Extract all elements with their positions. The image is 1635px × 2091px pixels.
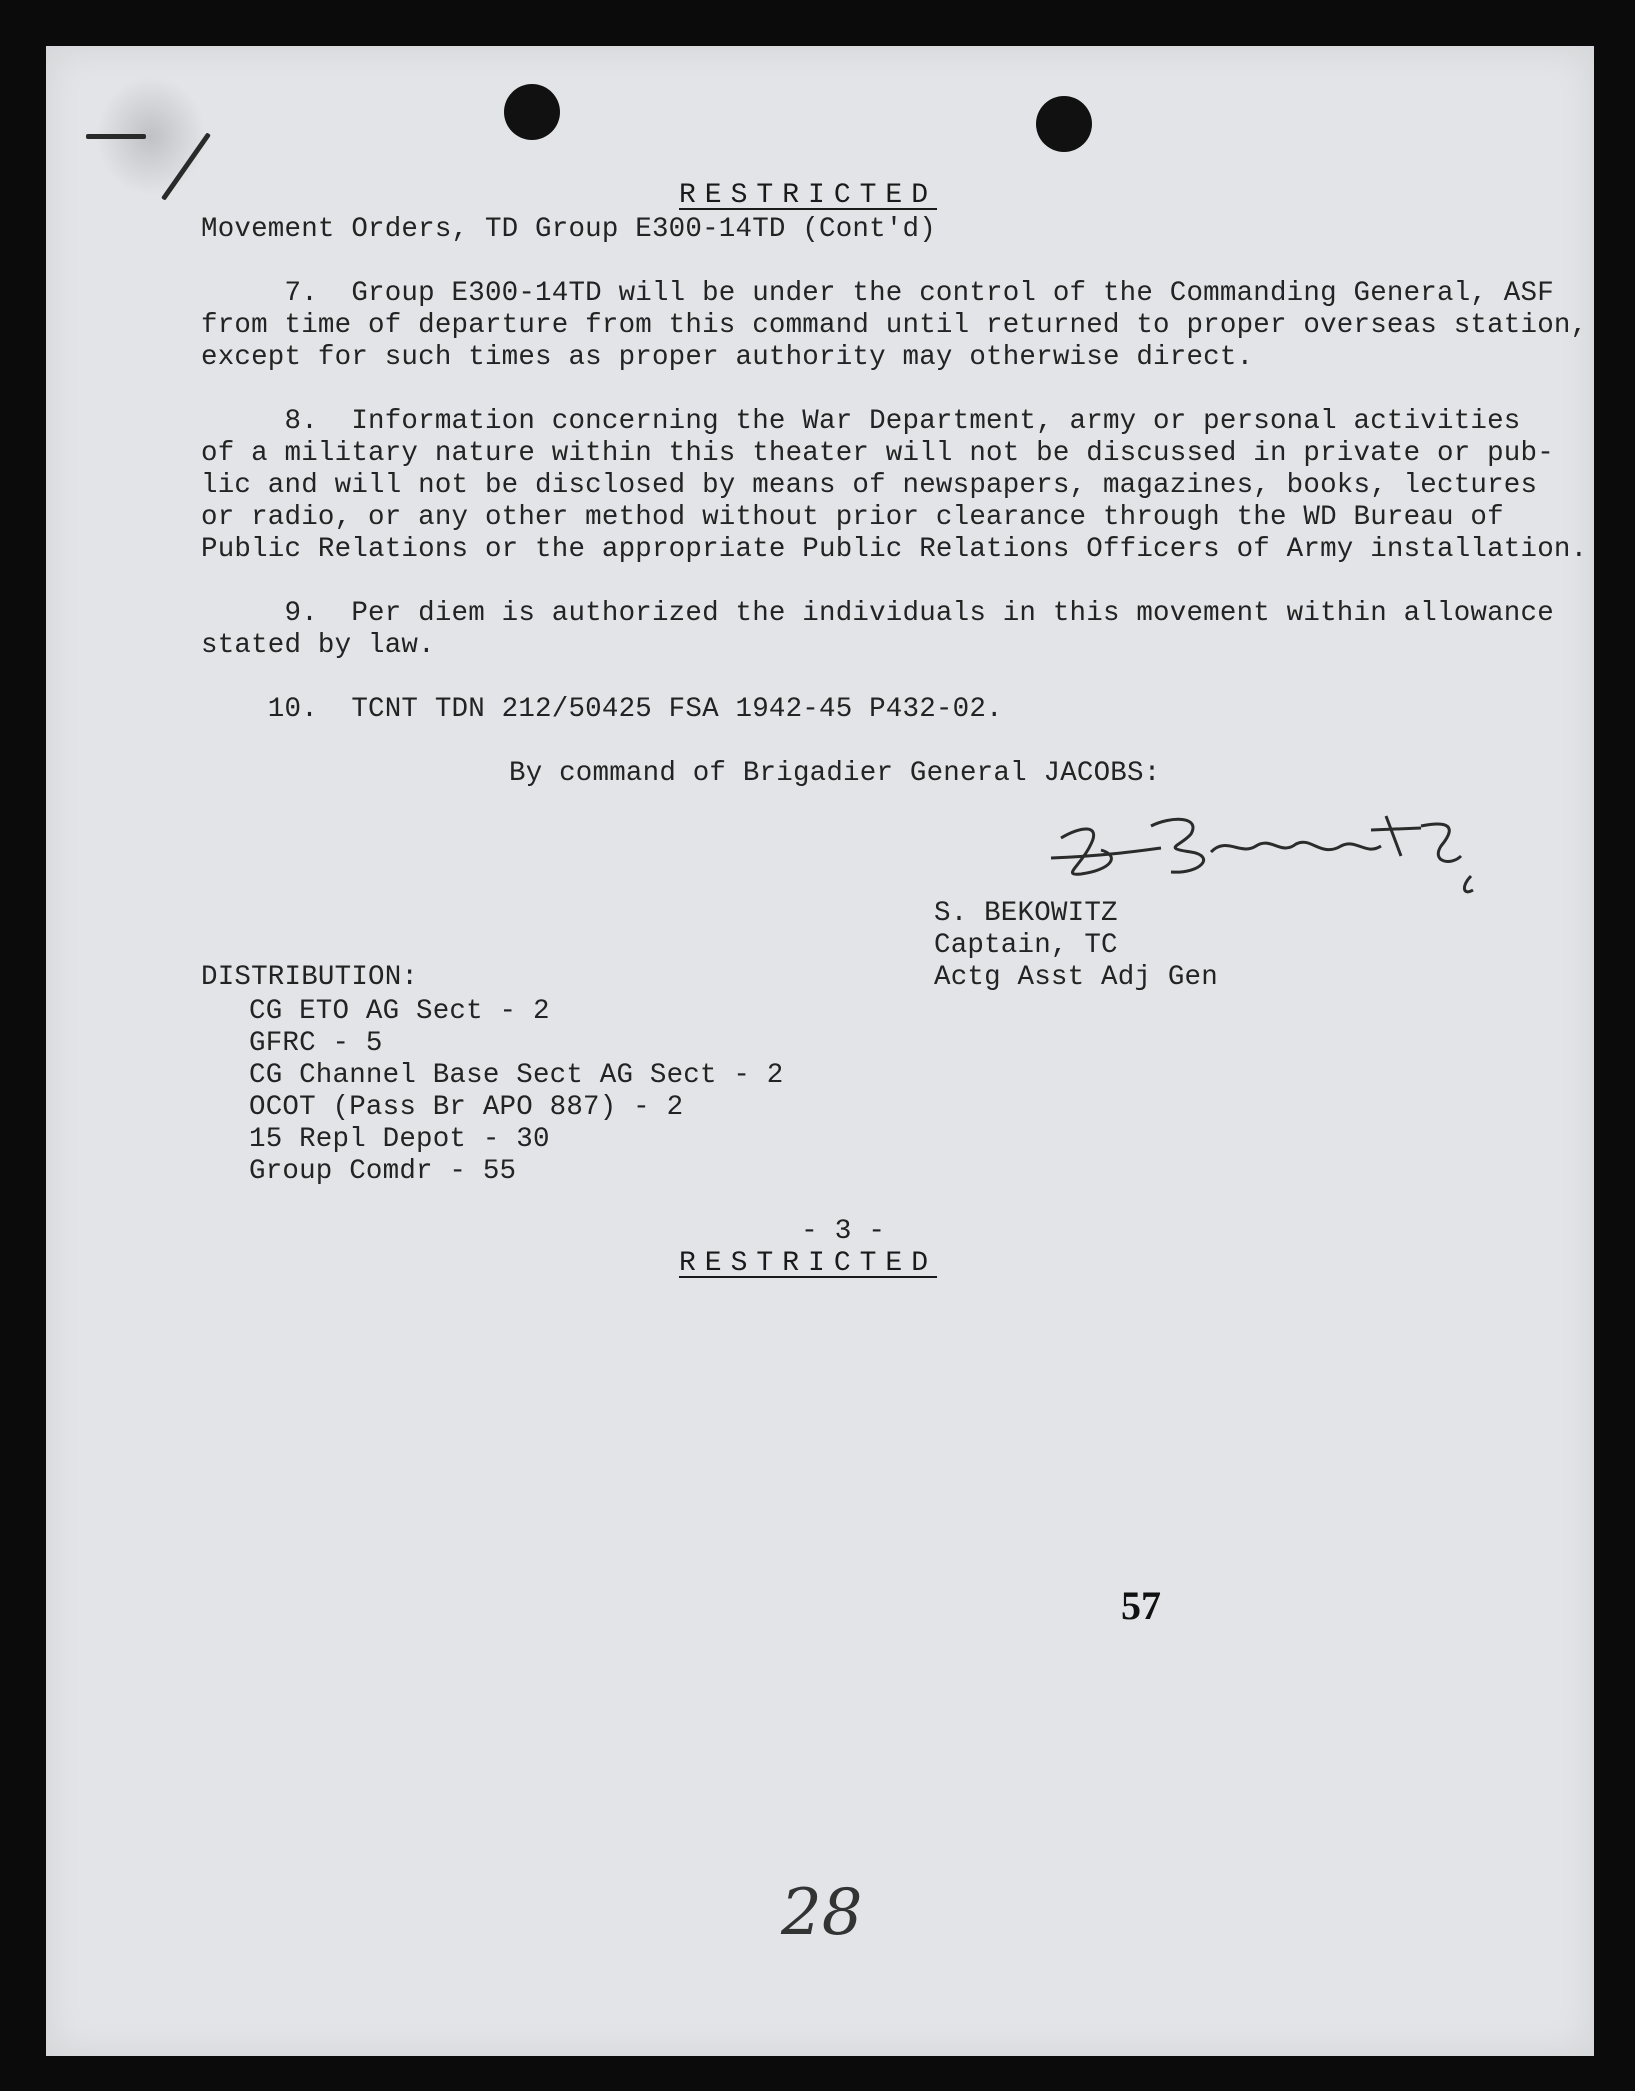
paragraph-line: lic and will not be disclosed by means of newspapers, magazines, books, lectures — [201, 470, 1538, 501]
paragraph-line: except for such times as proper authority may otherwise direct. — [201, 342, 1254, 373]
paragraph-line: from time of departure from this command until returned to proper overseas station, — [201, 310, 1588, 341]
paragraph-line: stated by law. — [201, 630, 435, 661]
paragraph-line: 10. TCNT TDN 212/50425 FSA 1942-45 P432-02. — [201, 694, 1003, 725]
paragraph-line: 7. Group E300-14TD will be under the control of the Commanding General, ASF — [201, 278, 1554, 309]
distribution-item: OCOT (Pass Br APO 887) - 2 — [249, 1092, 684, 1123]
paragraph-line: or radio, or any other method without prior clearance through the WD Bureau of — [201, 502, 1504, 533]
command-line: By command of Brigadier General JACOBS: — [509, 758, 1161, 789]
signer-name: S. BEKOWITZ — [934, 898, 1118, 929]
paragraph-line: 8. Information concerning the War Department, army or personal activities — [201, 406, 1521, 437]
document-page — [46, 46, 1594, 2056]
distribution-item: CG Channel Base Sect AG Sect - 2 — [249, 1060, 784, 1091]
paragraph-line: 9. Per diem is authorized the individuals in this movement within allowance — [201, 598, 1554, 629]
paragraph-line: of a military nature within this theater will not be discussed in private or pub- — [201, 438, 1554, 469]
stamp-number: 57 — [1121, 1583, 1161, 1628]
signer-title: Actg Asst Adj Gen — [934, 962, 1218, 993]
footer-restricted: RESTRICTED — [679, 1248, 938, 1279]
page-number: - 3 - — [801, 1216, 886, 1247]
distribution-label: DISTRIBUTION: — [201, 962, 419, 993]
distribution-item: 15 Repl Depot - 30 — [249, 1124, 550, 1155]
document-body — [201, 46, 1588, 2046]
distribution-item: Group Comdr - 55 — [249, 1156, 517, 1187]
header-restricted: RESTRICTED — [679, 180, 938, 211]
distribution-item: GFRC - 5 — [249, 1028, 383, 1059]
subheader: Movement Orders, TD Group E300-14TD (Cont'd) — [201, 214, 936, 245]
staple — [86, 134, 146, 139]
handwritten-number: 28 — [781, 1876, 863, 1950]
distribution-item: CG ETO AG Sect - 2 — [249, 996, 550, 1027]
signer-rank: Captain, TC — [934, 930, 1118, 961]
paragraph-line: Public Relations or the appropriate Public Relations Officers of Army installation. — [201, 534, 1588, 565]
handwritten-signature — [1041, 786, 1521, 906]
